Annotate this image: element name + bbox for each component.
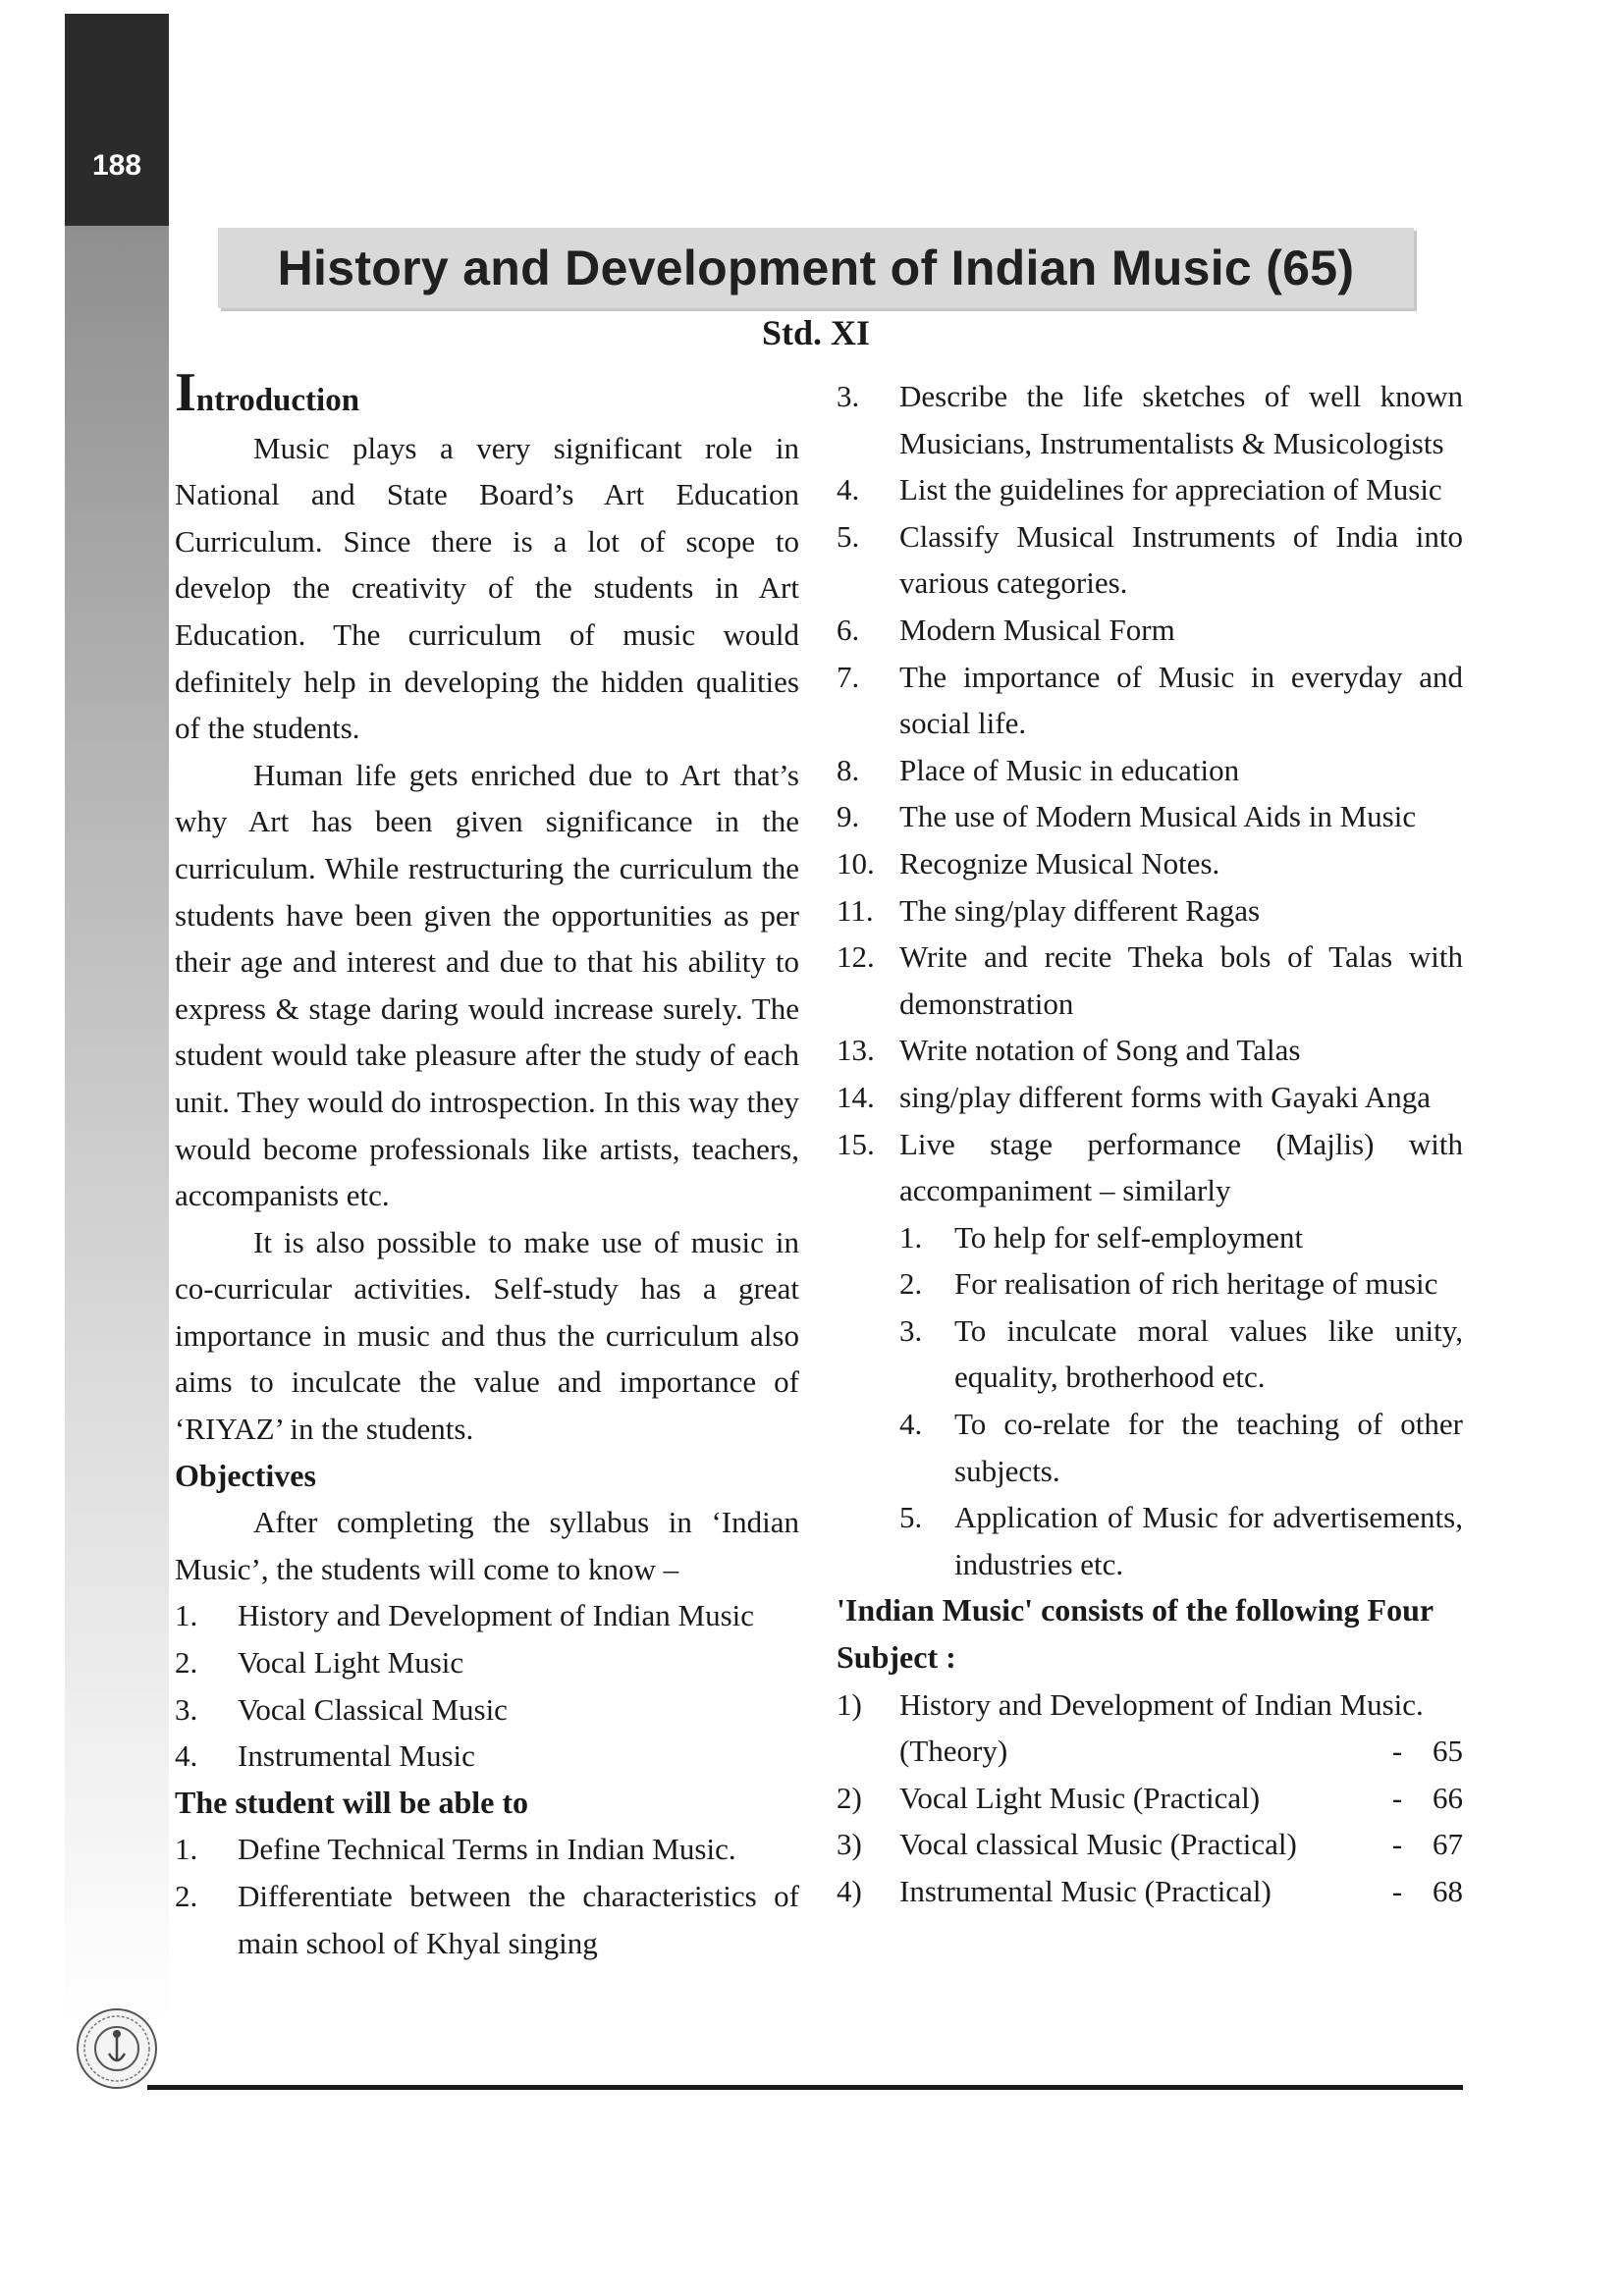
side-gradient-bar — [65, 226, 169, 2022]
subject-item: 3) Vocal classical Music (Practical) - 67 — [837, 1827, 1463, 1862]
list-item: 4. List the guidelines for appreciation of Music — [837, 472, 1442, 507]
list-item: 3. Vocal Classical Music — [175, 1691, 508, 1727]
objectives-intro: After completing the syllabus in ‘Indian Music’, the students will come to know – — [175, 1505, 799, 1586]
subject-item: 2) Vocal Light Music (Practical) - 66 — [837, 1780, 1463, 1815]
page-subtitle: Std. XI — [761, 313, 871, 352]
list-item: 6. Modern Musical Form — [837, 612, 1175, 647]
list-item: 2. Vocal Light Music — [175, 1645, 464, 1681]
sub-list-item: 4. To co-relate for the teaching of other subjects. — [899, 1407, 1463, 1488]
list-item: 1. History and Development of Indian Music — [175, 1598, 755, 1633]
intro-paragraph: Music plays a very significant role in National and State Board’s Art Education Curriculum. Since there is a lot of scope to develop the creativity of the students in Art Education. The curriculum of music would definitely help in developing the hidden qualities of the students. — [175, 430, 799, 746]
subject-item: (Theory) - 65 — [899, 1734, 1463, 1769]
page-tab — [65, 14, 169, 226]
subjects-heading: 'Indian Music' consists of the following Four Subject : — [837, 1592, 1434, 1676]
page-title: History and Development of Indian Music (65) — [277, 240, 1355, 295]
list-item: 12. Write and recite Theka bols of Talas with demonstration — [837, 939, 1463, 1021]
sub-list-item: 1. To help for self-employment — [899, 1219, 1304, 1255]
list-item: 15. Live stage performance (Majlis) with accompaniment – similarly — [837, 1126, 1463, 1208]
intro-heading: Introduction — [175, 362, 360, 423]
page-number: 188 — [91, 149, 142, 182]
right-column — [837, 373, 1463, 1915]
list-item: 13. Write notation of Song and Talas — [837, 1033, 1301, 1068]
list-item: 3. Describe the life sketches of well known Musicians, Instrumentalists & Musicologists — [837, 379, 1463, 460]
title-band — [218, 228, 1414, 308]
intro-paragraph: It is also possible to make use of music in co-curricular activities. Self-study has a great importance in music and thus the curriculum also aims to inculcate the value and importance of ‘RIYAZ’ in the students. — [175, 1224, 799, 1447]
subject-item: 4) Instrumental Music (Practical) - 68 — [837, 1874, 1463, 1908]
intro-paragraph: Human life gets enriched due to Art that’s why Art has been given significance in the curriculum. While restructuring the curriculum the students have been given the opportunities as per their age and interest and due to that his ability to express & stage daring would increase surely. The student would take pleasure after the study of each unit. They would do introspection. In this way they would become professionals like artists, teachers, accompanists etc. — [175, 757, 799, 1213]
list-item: 11. The sing/play different Ragas — [837, 892, 1261, 928]
subject-item: 1) History and Development of Indian Music. — [837, 1686, 1424, 1722]
list-item: 9. The use of Modern Musical Aids in Music — [837, 799, 1417, 834]
list-item: 14. sing/play different forms with Gayaki Anga — [837, 1079, 1431, 1114]
list-item: 1. Define Technical Terms in Indian Music. — [175, 1832, 736, 1867]
list-item: 2. Differentiate between the characteristics of main school of Khyal singing — [175, 1879, 799, 1960]
list-item: 4. Instrumental Music — [175, 1738, 475, 1774]
bottom-rule — [147, 2085, 1463, 2090]
list-item: 8. Place of Music in education — [837, 752, 1240, 787]
sub-list-item: 3. To inculcate moral values like unity, equality, brotherhood etc. — [899, 1312, 1463, 1395]
objectives-heading: Objectives — [175, 1457, 316, 1493]
able-heading: The student will be able to — [175, 1784, 529, 1820]
list-item: 5. Classify Musical Instruments of India into various categories. — [837, 518, 1463, 601]
list-item: 7. The importance of Music in everyday and social life. — [837, 659, 1463, 741]
board-emblem-icon — [73, 2004, 161, 2093]
sub-list-item: 5. Application of Music for advertisements, industries etc. — [899, 1500, 1463, 1581]
list-item: 10. Recognize Musical Notes. — [837, 845, 1220, 881]
sub-list-item: 2. For realisation of rich heritage of music — [899, 1266, 1438, 1302]
left-column — [175, 362, 799, 1966]
